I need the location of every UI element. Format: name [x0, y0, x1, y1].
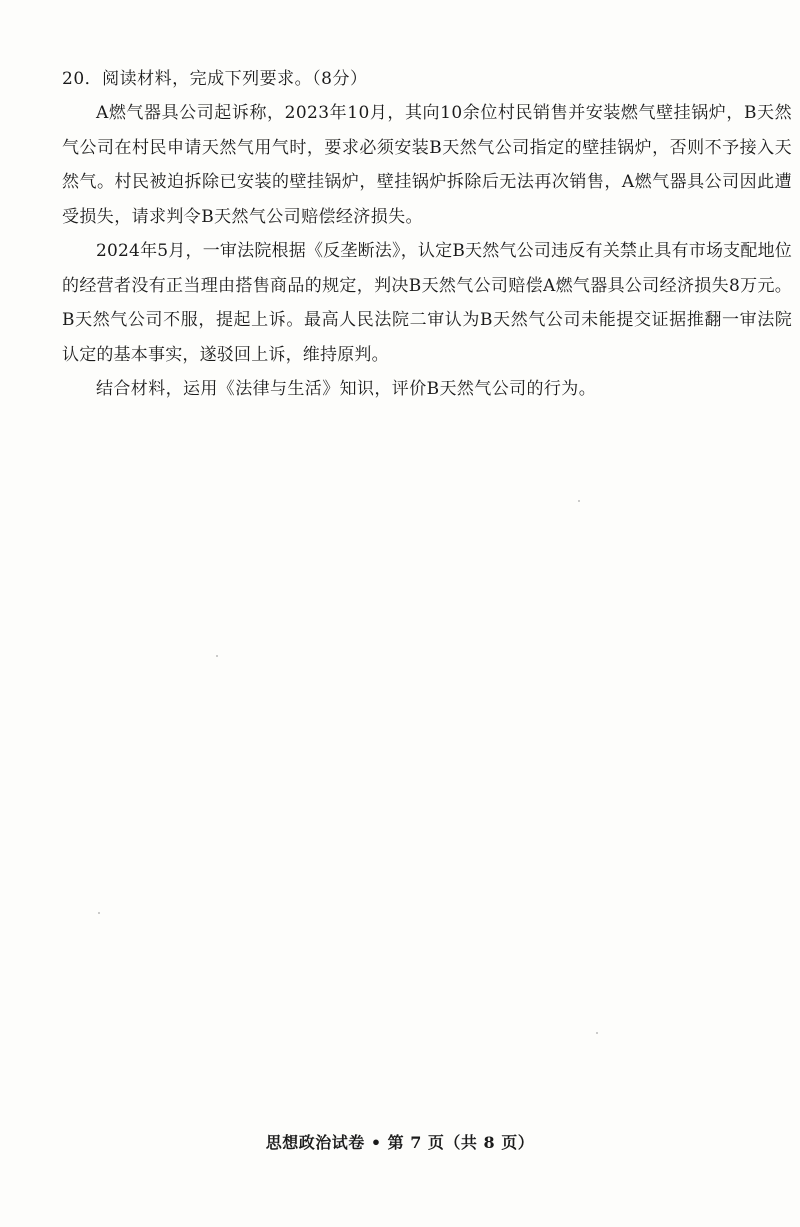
question-20: [62, 62, 792, 407]
scan-speck: [98, 912, 100, 914]
scan-speck: [596, 1032, 598, 1034]
page-footer: 思想政治试卷 • 第 7 页（共 8 页）: [265, 1133, 535, 1152]
question-title: 20．阅读材料，完成下列要求。（8分）: [62, 69, 368, 89]
scan-speck: [578, 500, 580, 502]
material-paragraph-1: A燃气器具公司起诉称，2023年10月，其向10余位村民销售并安装燃气壁挂锅炉，B天然气公司在村民申请天然气用气时，要求必须安装B天然气公司指定的壁挂锅炉，否则不予接入天然气。村民被迫拆除已安装的壁挂锅炉，壁挂锅炉拆除后无法再次销售，A燃气器具公司因此遭受损失，请求判令B天然气公司赔偿经济损失。: [62, 103, 792, 227]
scan-speck: [216, 655, 218, 657]
question-prompt: 结合材料，运用《法律与生活》知识，评价B天然气公司的行为。: [96, 379, 597, 399]
material-paragraph-2: 2024年5月，一审法院根据《反垄断法》，认定B天然气公司违反有关禁止具有市场支配地位的经营者没有正当理由搭售商品的规定，判决B天然气公司赔偿A燃气器具公司经济损失8万元。B天然气公司不服，提起上诉。最高人民法院二审认为B天然气公司未能提交证据推翻一审法院认定的基本事实，遂驳回上诉，维持原判。: [62, 241, 792, 365]
